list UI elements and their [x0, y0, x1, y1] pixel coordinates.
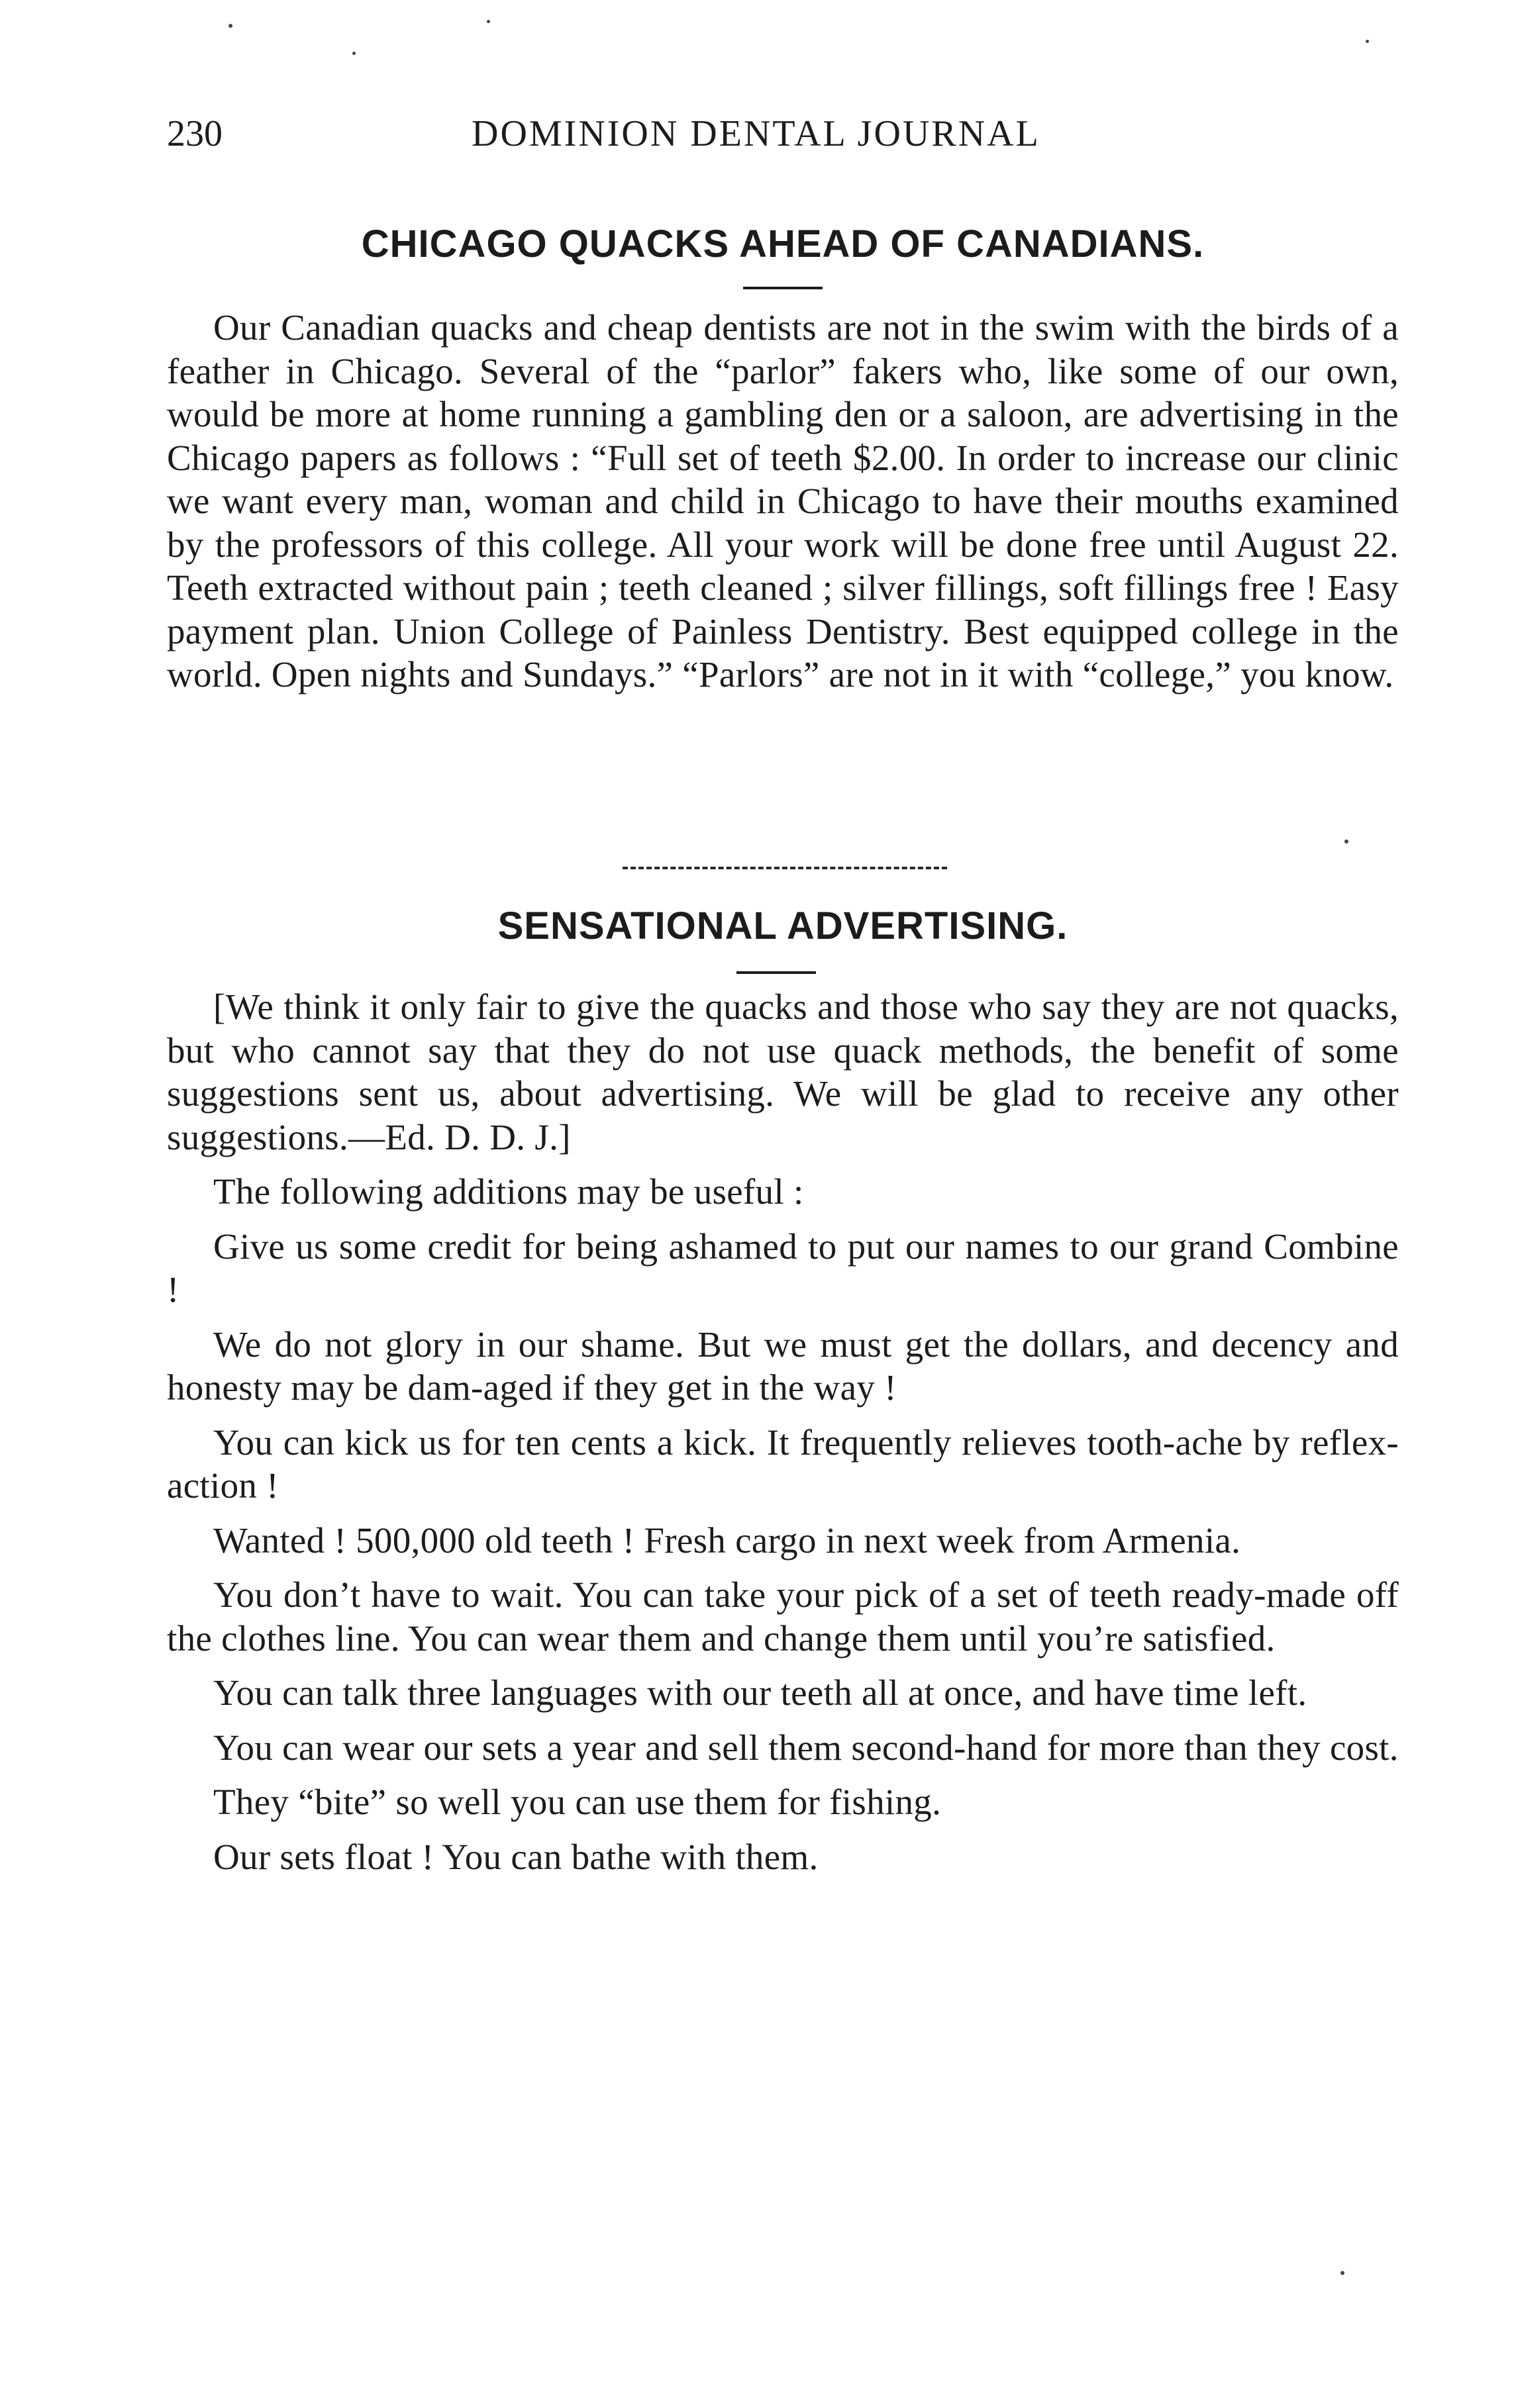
article-paragraph: They “bite” so well you can use them for fishing. [213, 1782, 942, 1822]
article-paragraph: You can talk three languages with our teeth all at once, and have time left. [213, 1672, 1307, 1713]
editorial-note: [We think it only fair to give the quacks and those who say they are not quacks, but who cannot say that they do not use quack methods, the benefit of some suggestions sent us, about advertising. We will be glad to receive any other suggestions.—Ed. D. D. J.] [167, 987, 1399, 1157]
article-paragraph: The following additions may be useful : [213, 1171, 804, 1212]
section-separator [623, 867, 947, 869]
article-paragraph: Our sets float ! You can bathe with them. [213, 1836, 819, 1877]
heading-rule [743, 287, 823, 289]
article-paragraph: Wanted ! 500,000 old teeth ! Fresh cargo in next week from Armenia. [213, 1519, 1241, 1561]
article-sensational-advertising [167, 985, 1399, 1890]
article-paragraph: Give us some credit for being ashamed to put our names to our grand Combine ! [167, 1226, 1399, 1310]
print-speck [1344, 840, 1348, 843]
running-head: DOMINION DENTAL JOURNAL [472, 113, 1040, 154]
print-speck [1366, 40, 1369, 43]
print-speck [487, 20, 490, 23]
article-heading-chicago-quacks: CHICAGO QUACKS AHEAD OF CANADIANS. [361, 222, 1205, 265]
article-paragraph: Our Canadian quacks and cheap dentists are not in the swim with the birds of a feather in Chicago. Several of the “parlor” fakers who, like some of our own, would be more at home running a gambling den or a saloon, are advertising in the Chicago papers as follows : “Full set of teeth $2.00. In order to increase our clinic we want every man, woman and child in Chicago to have their mouths examined by the professors of this college. All your work will be done free until August 22. Teeth extracted without pain ; teeth cleaned ; silver fillings, soft fillings free ! Easy payment plan. Union College of Painless Dentistry. Best equipped college in the world. Open nights and Sundays.” “Parlors” are not in it with “college,” you know. [167, 307, 1399, 695]
article-heading-sensational-advertising: SENSATIONAL ADVERTISING. [497, 904, 1068, 947]
print-speck [1340, 2271, 1344, 2275]
article-chicago-quacks [167, 306, 1399, 697]
heading-rule [736, 971, 816, 974]
print-speck [228, 24, 232, 28]
article-paragraph: We do not glory in our shame. But we must get the dollars, and decency and honesty may be dam-aged if they get in the way ! [167, 1324, 1399, 1408]
page-number: 230 [167, 113, 223, 154]
article-paragraph: You don’t have to wait. You can take your pick of a set of teeth ready-made off the clothes line. You can wear them and change them until you’re satisfied. [167, 1574, 1399, 1659]
article-paragraph: You can kick us for ten cents a kick. It frequently relieves tooth-ache by reflex-action ! [167, 1421, 1399, 1506]
article-paragraph: You can wear our sets a year and sell them second-hand for more than they cost. [213, 1727, 1399, 1768]
page-header [167, 113, 1399, 172]
print-speck [352, 52, 356, 55]
